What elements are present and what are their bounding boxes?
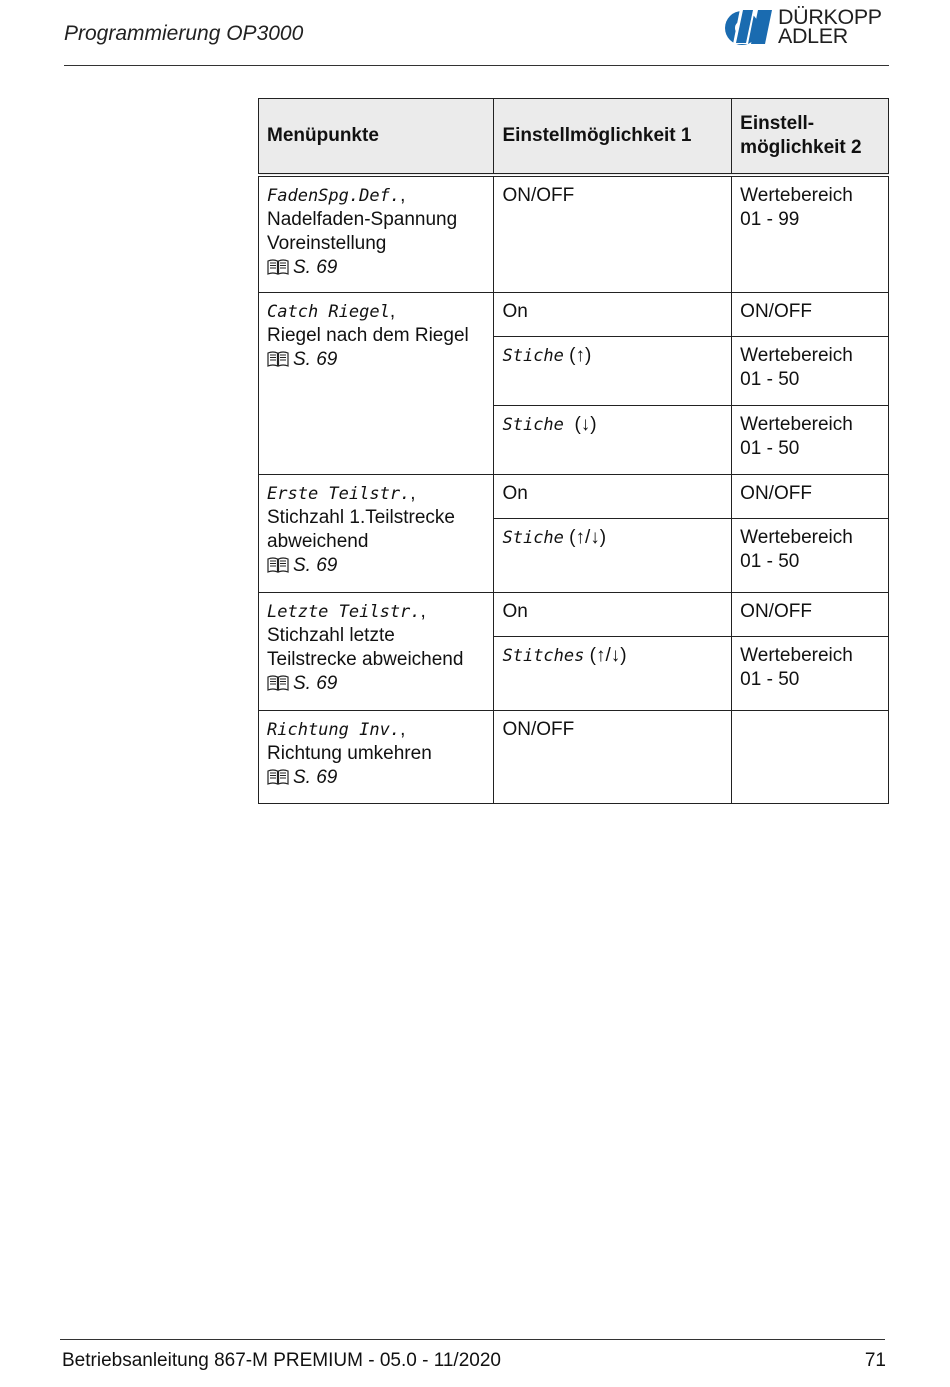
setting-1-value: (↑) [563,344,592,366]
book-icon [267,351,289,375]
setting-2-line-1: Wertebereich [740,185,853,206]
setting-1-cell [494,592,732,636]
setting-1-code: Stitches [502,645,585,666]
table-row [259,710,889,803]
setting-1-value: On [502,482,528,504]
setting-2-line-1: Wertebereich [740,344,853,366]
setting-1-cell [494,710,732,803]
menu-code: Letzte Teilstr. [267,601,421,622]
setting-2-line-1: ON/OFF [740,482,812,504]
menu-description-line: Stichzahl 1.Teilstrecke [267,506,455,528]
menu-item-cell: Letzte Teilstr., Stichzahl letzte Teilstrecke abweichend S. 69 [259,592,494,710]
menu-description-line: Stichzahl letzte [267,624,395,646]
table-row [259,592,889,636]
menu-description-line: abweichend [267,530,369,552]
setting-2-cell [732,292,889,336]
column-header-setting-2-line-1: Einstell- [740,113,815,134]
setting-1-cell [494,636,732,710]
setting-2-line-1: Wertebereich [740,413,853,435]
header-rule [64,65,889,66]
table-row [259,474,889,518]
setting-2-line-1: ON/OFF [740,300,812,322]
menu-item-cell: Erste Teilstr., Stichzahl 1.Teilstrecke abweichend S. 69 [259,474,494,592]
menu-parameter-table [258,98,889,804]
menu-description-line: Voreinstellung [267,233,387,254]
setting-2-line-1: Wertebereich [740,644,853,666]
setting-1-code: Stiche [502,414,564,435]
page-reference: S. 69 [293,554,338,576]
setting-2-line-2: 01 - 50 [740,668,800,690]
column-header-menu-items: Menüpunkte [259,99,494,176]
setting-1-value: ON/OFF [502,718,575,740]
column-header-setting-1: Einstellmöglichkeit 1 [494,99,732,176]
setting-2-cell [732,592,889,636]
menu-code: FadenSpg.Def. [267,186,401,206]
menu-item-cell: Richtung Inv., Richtung umkehren S. 69 [259,710,494,803]
menu-description-line: Richtung umkehren [267,742,432,764]
setting-1-cell [494,292,732,336]
setting-2-line-2: 01 - 50 [740,437,800,459]
setting-2-line-2: 01 - 99 [740,209,800,230]
setting-2-cell [732,336,889,405]
column-header-setting-2 [732,99,889,176]
column-header-setting-2-line-2: möglichkeit 2 [740,137,862,158]
book-icon [267,557,289,581]
setting-1-value: (↑/↓) [563,526,607,548]
footer-document-title: Betriebsanleitung 867-M PREMIUM - 05.0 - 11/2020 [62,1350,501,1371]
setting-1-value: On [502,600,528,622]
setting-2-line-1: ON/OFF [740,600,812,622]
header-title: Programmierung OP3000 [64,22,304,45]
brand-wordmark [778,8,880,46]
setting-1-value: On [502,300,528,322]
setting-1-cell [494,175,732,292]
setting-2-cell [732,405,889,474]
menu-description-line: Riegel nach dem Riegel [267,324,469,346]
menu-code: Richtung Inv. [267,719,401,740]
menu-item-cell: Catch Riegel, Riegel nach dem Riegel S. 69 [259,292,494,474]
page-reference: S. 69 [293,348,338,370]
footer-rule [60,1339,885,1340]
page-reference: S. 69 [293,766,338,788]
setting-2-cell [732,710,889,803]
menu-description-line: Nadelfaden-Spannung [267,209,458,230]
page-reference: S. 69 [293,672,338,694]
setting-2-line-2: 01 - 50 [740,368,800,390]
setting-1-value: ON/OFF [502,185,575,206]
menu-code: Catch Riegel [267,301,390,322]
brand-line-2: ADLER [778,25,848,48]
duerkopp-adler-logo-icon [724,6,774,48]
setting-1-cell [494,336,732,405]
setting-2-cell [732,474,889,518]
setting-1-cell [494,518,732,592]
table-row [259,292,889,336]
menu-description-line: Teilstrecke abweichend [267,648,464,670]
menu-item-cell: FadenSpg.Def., Nadelfaden-Spannung Voreinstellung S. 69 [259,175,494,292]
setting-2-line-1: Wertebereich [740,526,853,548]
setting-1-cell [494,474,732,518]
book-icon [267,259,289,283]
brand-line-1: DÜRKOPP [778,6,882,29]
setting-2-line-2: 01 - 50 [740,550,800,572]
book-icon [267,769,289,793]
setting-1-value: (↓) [563,413,597,435]
brand-logo [724,6,894,50]
setting-1-cell [494,405,732,474]
page-reference: S. 69 [293,257,338,278]
setting-2-cell [732,636,889,710]
setting-2-cell [732,518,889,592]
setting-1-value: (↑/↓) [584,644,627,666]
setting-2-cell [732,175,889,292]
table-row [259,175,889,292]
table-header-row [259,99,889,176]
book-icon [267,675,289,699]
setting-1-code: Stiche [502,527,564,548]
setting-1-code: Stiche [502,345,564,366]
menu-code: Erste Teilstr. [267,483,411,504]
page-number: 71 [864,1350,886,1371]
